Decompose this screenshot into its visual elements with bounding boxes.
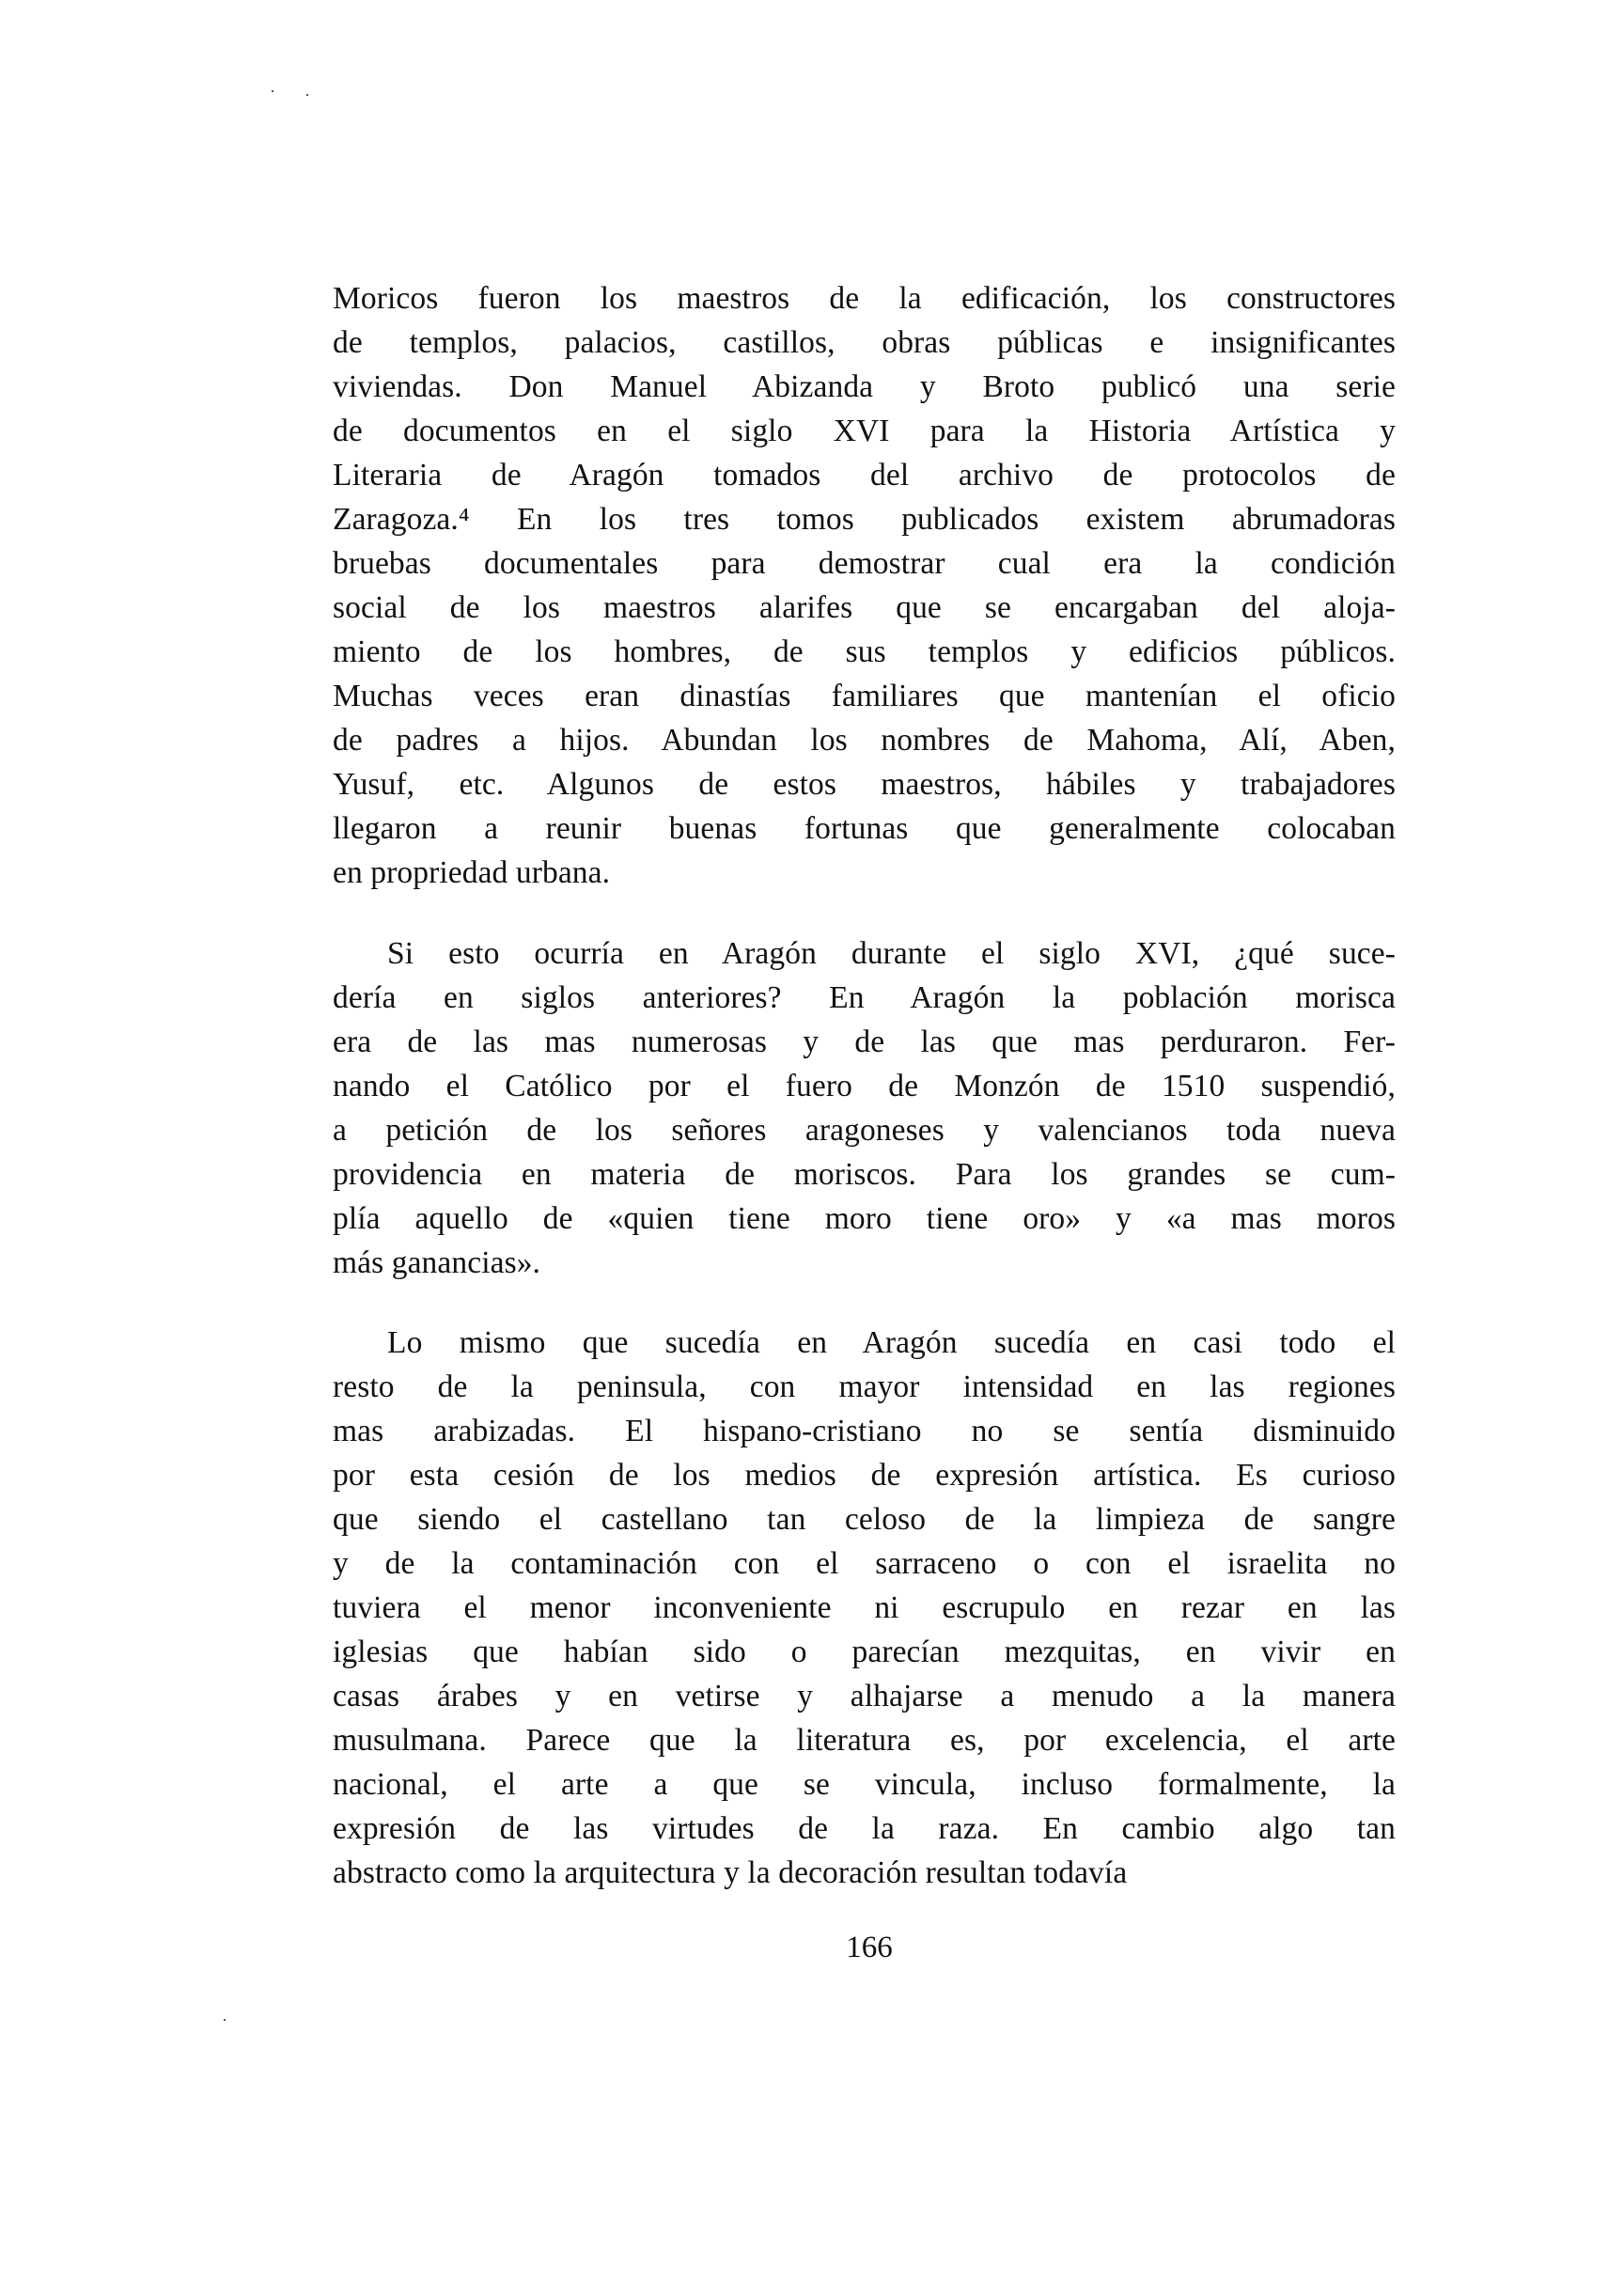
text-line: nando el Católico por el fuero de Monzón de 1510 suspendió,: [333, 1069, 1396, 1103]
text-line: Muchas veces eran dinastías familiares que mantenían el oficio: [333, 679, 1396, 713]
text-line: Si esto ocurría en Aragón durante el siglo XVI, ¿qué suce-: [387, 936, 1396, 971]
paragraph-3: [333, 1321, 1396, 1895]
text-line: Lo mismo que sucedía en Aragón sucedía en casi todo el: [387, 1325, 1396, 1360]
text-line: Zaragoza.⁴ En los tres tomos publicados existem abrumadoras: [333, 502, 1396, 537]
text-line: providencia en materia de moriscos. Para los grandes se cum-: [333, 1157, 1396, 1192]
text-line: Literaria de Aragón tomados del archivo de protocolos de: [333, 458, 1396, 493]
text-line: musulmana. Parece que la literatura es, por excelencia, el arte: [333, 1723, 1396, 1758]
text-line: Yusuf, etc. Algunos de estos maestros, hábiles y trabajadores: [333, 767, 1396, 802]
text-line: de documentos en el siglo XVI para la Historia Artística y: [333, 414, 1396, 448]
text-line: abstracto como la arquitectura y la decoración resultan todavía: [333, 1855, 1128, 1890]
text-line: viviendas. Don Manuel Abizanda y Broto publicó una serie: [333, 369, 1396, 404]
text-line: y de la contaminación con el sarraceno o con el israelita no: [333, 1546, 1396, 1581]
text-line: tuviera el menor inconveniente ni escrupulo en rezar en las: [333, 1590, 1396, 1625]
text-line: nacional, el arte a que se vincula, incluso formalmente, la: [333, 1767, 1396, 1802]
text-line: Moricos fueron los maestros de la edificación, los constructores: [333, 281, 1396, 316]
text-line: en propriedad urbana.: [333, 855, 611, 890]
text-line: dería en siglos anteriores? En Aragón la población morisca: [333, 980, 1396, 1015]
text-line: de padres a hijos. Abundan los nombres de Mahoma, Alí, Aben,: [333, 723, 1396, 758]
text-line: por esta cesión de los medios de expresión artística. Es curioso: [333, 1458, 1396, 1493]
text-line: social de los maestros alarifes que se encargaban del aloja-: [333, 590, 1396, 625]
scan-speck: [306, 94, 308, 96]
text-line: expresión de las virtudes de la raza. En cambio algo tan: [333, 1811, 1396, 1846]
text-line: resto de la peninsula, con mayor intensidad en las regiones: [333, 1369, 1396, 1404]
paragraph-1: [333, 276, 1396, 895]
page-number: 166: [846, 1931, 893, 1964]
text-line: miento de los hombres, de sus templos y edificios públicos.: [333, 634, 1396, 669]
text-line: era de las mas numerosas y de las que mas perduraron. Fer-: [333, 1025, 1396, 1059]
paragraph-2: [333, 931, 1396, 1285]
text-line: que siendo el castellano tan celoso de la limpieza de sangre: [333, 1502, 1396, 1537]
text-line: a petición de los señores aragoneses y valencianos toda nueva: [333, 1113, 1396, 1148]
text-line: de templos, palacios, castillos, obras públicas e insignificantes: [333, 325, 1396, 360]
text-line: casas árabes y en vetirse y alhajarse a menudo a la manera: [333, 1679, 1396, 1713]
text-line: plía aquello de «quien tiene moro tiene oro» y «a mas moros: [333, 1201, 1396, 1236]
text-line: iglesias que habían sido o parecían mezquitas, en vivir en: [333, 1635, 1396, 1669]
text-line: más ganancias».: [333, 1245, 541, 1280]
text-line: mas arabizadas. El hispano-cristiano no se sentía disminuido: [333, 1414, 1396, 1448]
scan-speck: [272, 90, 273, 92]
text-line: llegaron a reunir buenas fortunas que generalmente colocaban: [333, 811, 1396, 846]
text-line: bruebas documentales para demostrar cual era la condición: [333, 546, 1396, 581]
scan-speck: [224, 2019, 226, 2021]
